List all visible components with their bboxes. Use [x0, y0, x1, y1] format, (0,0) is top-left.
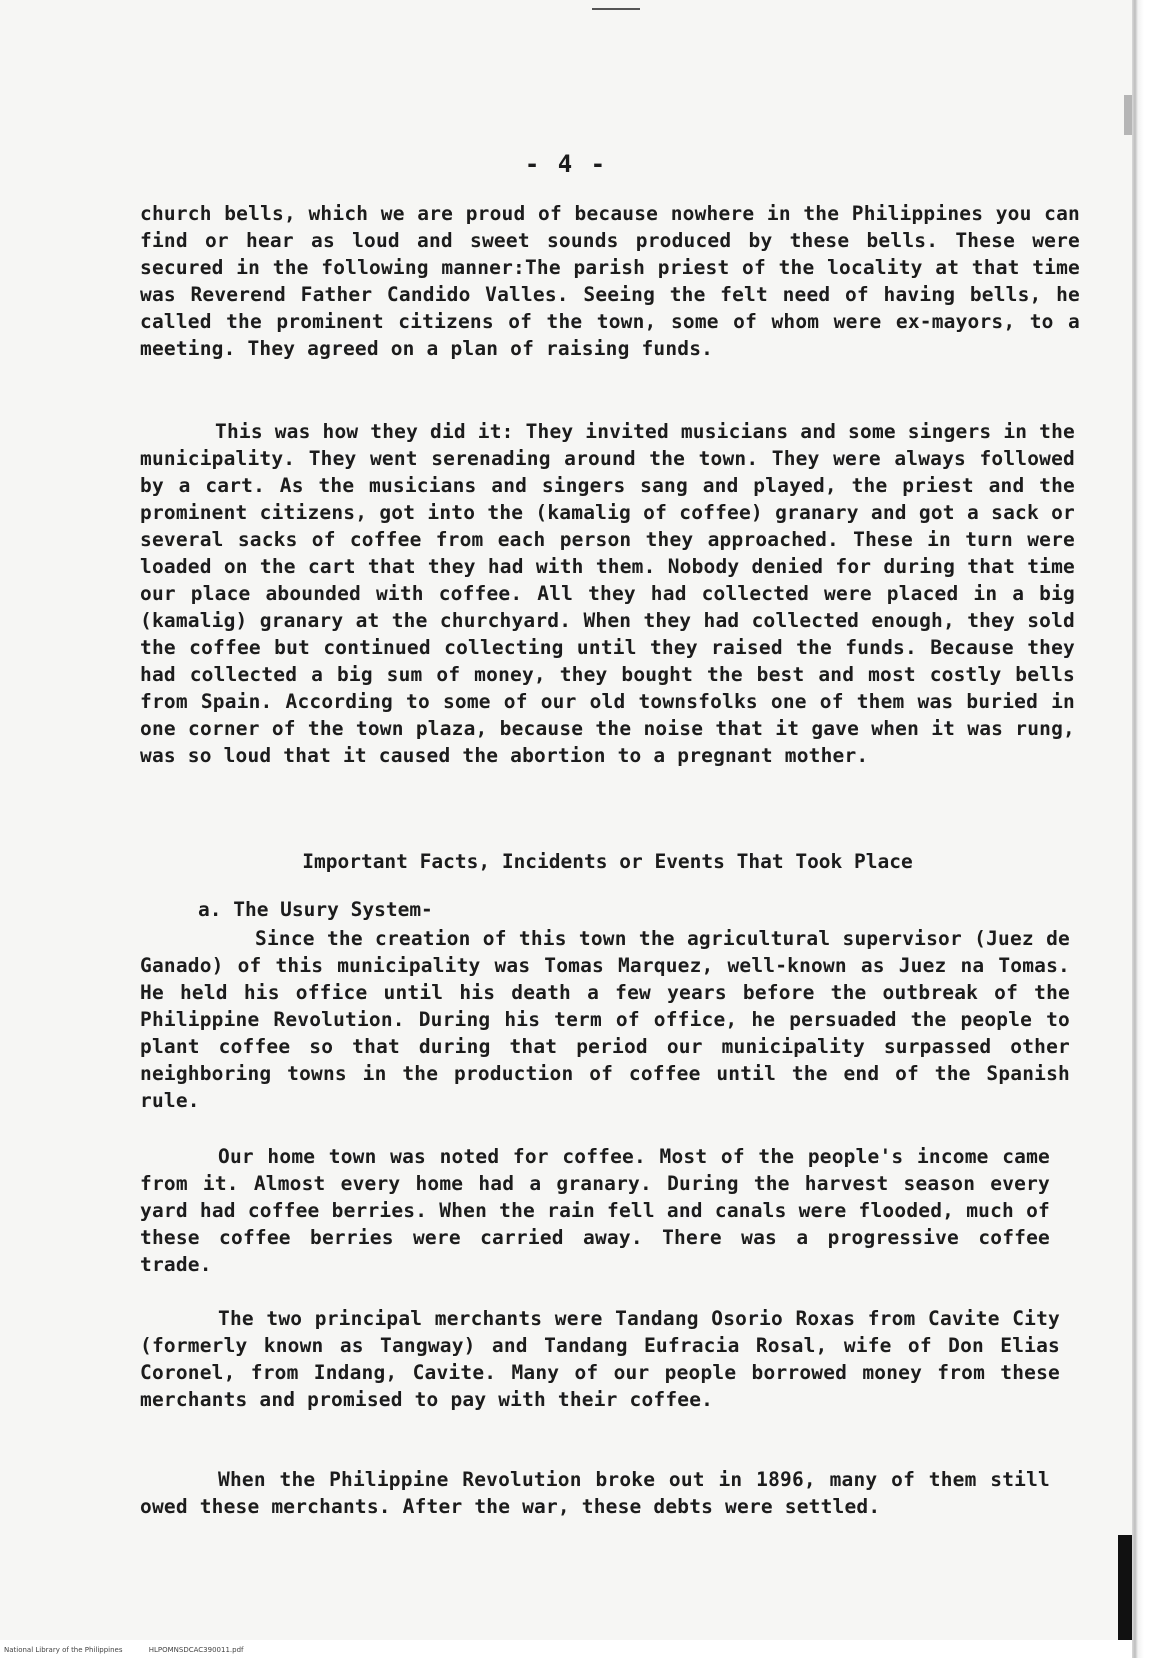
scan-edge-mark	[1124, 95, 1132, 135]
section-heading: Important Facts, Incidents or Events That Took Place	[302, 850, 913, 873]
paragraph-revolution: When the Philippine Revolution broke out in 1896, many of them still owed these merchants. After the war, these debts were settled.	[140, 1468, 1050, 1518]
scan-mark	[592, 8, 640, 10]
paragraph-coffee-town: Our home town was noted for coffee. Most of the people's income came from it. Almost every home had a granary. During the harvest season every yard had coffee berries. When the rain fell and canals were flooded, much of these coffee berries were carried away. There was a progressive coffee trade.	[140, 1145, 1050, 1276]
scan-footer	[4, 1646, 267, 1654]
paragraph-fund-raising: This was how they did it: They invited musicians and some singers in the municipality. They went serenading around the town. They were always followed by a cart. As the musicians and singers sang and played, the priest and the prominent citizens, got into the (kamalig of coffee) granary and got a sack or several sacks of coffee from each person they approached. These in turn were loaded on the cart that they had with them. Nobody denied for during that time our place abounded with coffee. All they had collected were placed in a big (kamalig) granary at the churchyard. When they had collected enough, they sold the coffee but continued collecting until they raised the funds. Because they had collected a big sum of money, they bought the best and most costly bells from Spain. According to some of our old townsfolks one of them was buried in one corner of the town plaza, because the noise that it gave when it was rung, was so loud that it caused the abortion to a pregnant mother.	[140, 420, 1075, 767]
paragraph-merchants: The two principal merchants were Tandang Osorio Roxas from Cavite City (formerly known as Tangway) and Tandang Eufracia Rosal, wife of Don Elias Coronel, from Indang, Cavite. Many of our people borrowed money from these merchants and promised to pay with their coffee.	[140, 1307, 1060, 1411]
scan-edge-mark	[1118, 1535, 1132, 1640]
scan-edge	[1132, 0, 1165, 1658]
footer-library: National Library of the Philippines	[4, 1646, 123, 1654]
page-number: - 4 -	[524, 150, 608, 178]
footer-filename: HLPOMNSDCAC390011.pdf	[148, 1646, 244, 1654]
subsection-heading: a. The Usury System-	[198, 898, 433, 921]
paragraph-usury-system: Since the creation of this town the agricultural supervisor (Juez de Ganado) of this municipality was Tomas Marquez, well-known as Juez na Tomas. He held his office until his death a few years before the outbreak of the Philippine Revolution. During his term of office, he persuaded the people to plant coffee so that during that period our municipality surpassed other neighboring towns in the production of coffee until the end of the Spanish rule.	[140, 927, 1070, 1112]
paragraph-church-bells: church bells, which we are proud of because nowhere in the Philippines you can find or hear as loud and sweet sounds produced by these bells. These were secured in the following manner:The parish priest of the locality at that time was Reverend Father Candido Valles. Seeing the felt need of having bells, he called the prominent citizens of the town, some of whom were ex-mayors, to a meeting. They agreed on a plan of raising funds.	[140, 202, 1080, 360]
